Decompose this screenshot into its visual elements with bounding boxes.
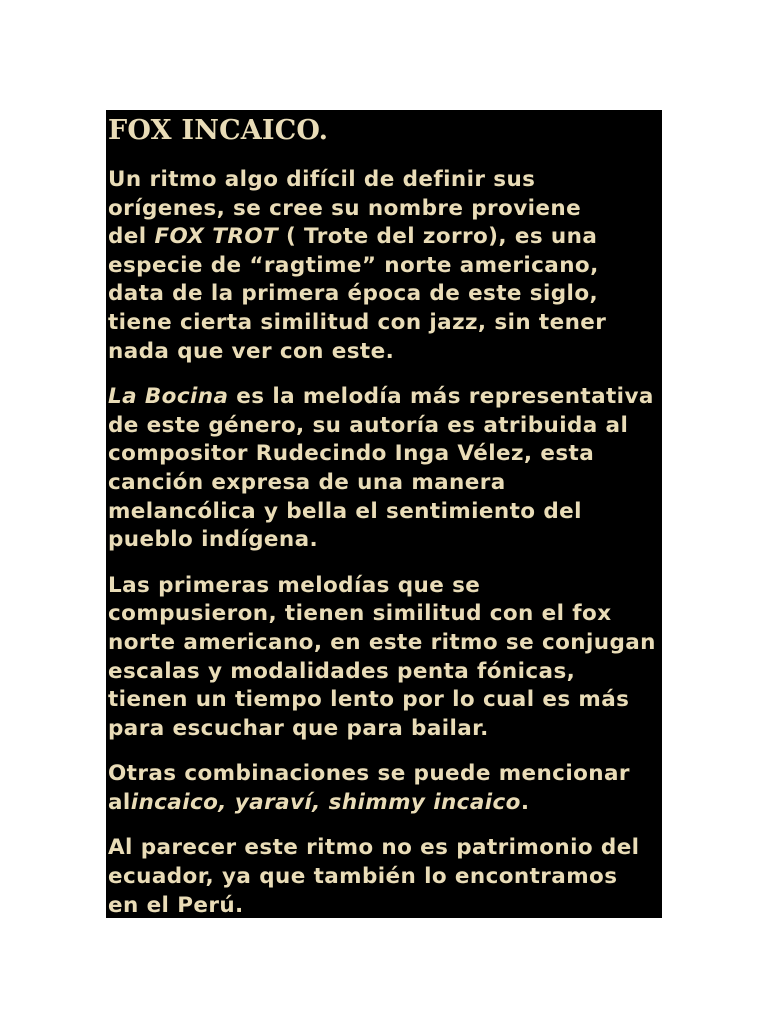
document-content	[108, 114, 662, 918]
paragraph-line: canción expresa de una manera	[108, 469, 506, 495]
paragraph-line	[108, 789, 662, 818]
text-run: es la melodía más representativa	[228, 384, 654, 410]
italic-term-la-bocina: La Bocina	[108, 384, 229, 410]
paragraph-line: en el Perú.	[108, 892, 244, 918]
paragraph-line: especie de “ragtime” norte americano,	[108, 252, 599, 278]
paragraph-line: de este género, su autoría es atribuida al	[108, 412, 629, 438]
paragraph-line: ecuador, ya que también lo encontramos	[108, 864, 618, 890]
paragraph-line: nada que ver con este.	[108, 338, 395, 364]
paragraph-line: data de la primera época de este siglo,	[108, 281, 599, 307]
paragraph-line: Las primeras melodías que se	[108, 572, 481, 598]
document-title: FOX INCAICO.	[108, 115, 329, 146]
paragraph-peru	[108, 834, 662, 918]
paragraph-line: escalas y modalidades penta fónicas,	[108, 658, 576, 684]
paragraph-la-bocina	[108, 383, 662, 555]
paragraph-line: orígenes, se cree su nombre proviene	[108, 195, 582, 221]
paragraph-line	[108, 223, 662, 252]
italic-term-fox-trot: FOX TROT	[154, 224, 279, 250]
paragraph-line: pueblo indígena.	[108, 527, 319, 553]
paragraph-line: tiene cierta similitud con jazz, sin tener	[108, 309, 607, 335]
paragraph-line: Al parecer este ritmo no es patrimonio del	[108, 835, 640, 861]
paragraph-combinations	[108, 760, 662, 817]
document-panel	[106, 110, 662, 918]
paragraph-line: para escuchar que para bailar.	[108, 715, 489, 741]
italic-term-styles: incaico, yaraví, shimmy incaico	[130, 789, 521, 815]
text-run: ( Trote del zorro), es una	[278, 224, 598, 250]
paragraph-origins	[108, 166, 662, 366]
paragraph-line: compositor Rudecindo Inga Vélez, esta	[108, 441, 595, 467]
paragraph-line: Un ritmo algo difícil de definir sus	[108, 167, 536, 192]
paragraph-line: compusieron, tienen similitud con el fox	[108, 601, 612, 627]
paragraph-line: melancólica y bella el sentimiento del	[108, 498, 582, 524]
paragraph-line: norte americano, en este ritmo se conjugan	[108, 629, 656, 655]
paragraph-line: Otras combinaciones se puede mencionar	[108, 761, 630, 787]
paragraph-line: tienen un tiempo lento por lo cual es más	[108, 687, 630, 713]
paragraph-first-melodies	[108, 572, 662, 744]
paragraph-line	[108, 383, 662, 412]
text-run: al	[108, 789, 131, 815]
text-run: .	[520, 789, 530, 815]
text-run: del	[108, 224, 155, 250]
